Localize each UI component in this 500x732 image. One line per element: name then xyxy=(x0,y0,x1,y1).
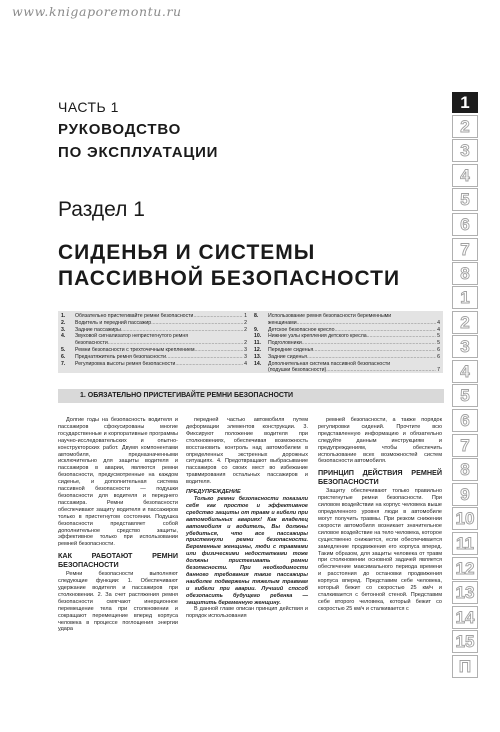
chapter-tab[interactable]: П xyxy=(452,655,478,678)
toc-item xyxy=(61,361,247,368)
toc-item-text: Задние пассажиры xyxy=(75,326,121,333)
chapter-tab[interactable]: 14 xyxy=(452,606,478,629)
section-heading: 1. ОБЯЗАТЕЛЬНО ПРИСТЕГИВАЙТЕ РЕМНИ БЕЗОПАСНОСТИ xyxy=(80,392,294,399)
toc-leader-dots xyxy=(166,354,243,361)
toc-item-number: 8. xyxy=(254,313,259,319)
toc-item xyxy=(254,320,440,327)
toc-item-text: женщинами xyxy=(268,319,297,326)
warning-text: Только ремни безопасности показали себя как простое и эффективное средство защиты от травм и гибели при автомобильных авариях! Как владелец автомобиля и водитель, Вы должны убедиться, что все пассажиры пристегнули ремни безопасности. Беременные женщины, люди с травмами или физическими недостатками тоже должны пристегивать ремни безопасности. При необходимости данного требования такие пассажиры наиболее подвержены тяжелым травмам и гибели при аварии. Лучший способ обезопасить будущего ребенка — защитить беременную женщину. xyxy=(186,495,308,606)
chapter-tab[interactable]: 13 xyxy=(452,581,478,604)
section-label: Раздел 1 xyxy=(58,198,145,221)
part-title-line: ПО ЭКСПЛУАТАЦИИ xyxy=(58,144,219,161)
toc-item-text: Использование ремня безопасности беременными xyxy=(268,313,392,319)
watermark: www.knigaporemontu.ru xyxy=(12,4,182,19)
toc-item-number xyxy=(61,340,75,347)
toc-item-number: 3. xyxy=(61,326,66,333)
toc-right-column xyxy=(254,313,440,374)
toc-item xyxy=(254,340,440,347)
toc-item-text: Подголовники xyxy=(268,340,302,347)
chapter-tab[interactable]: 15 xyxy=(452,630,478,653)
chapter-tab[interactable]: 2 xyxy=(452,311,478,334)
toc-item xyxy=(254,327,440,334)
toc-leader-dots xyxy=(367,333,437,340)
chapter-tab[interactable]: 3 xyxy=(452,139,478,162)
toc-item xyxy=(254,354,440,361)
toc-item-page: 2 xyxy=(244,340,247,347)
toc-item-text: Детское безопасное кресло xyxy=(268,326,335,333)
toc-item xyxy=(254,361,440,368)
toc-item-page: 4 xyxy=(244,360,247,367)
section-title-line: ПАССИВНОЙ БЕЗОПАСНОСТИ xyxy=(58,267,401,290)
chapter-tab[interactable]: 10 xyxy=(452,507,478,530)
chapter-tab[interactable]: 5 xyxy=(452,384,478,407)
toc-leader-dots xyxy=(193,313,243,320)
toc-item xyxy=(61,333,247,340)
chapter-tab[interactable]: 8 xyxy=(452,458,478,481)
toc-item-text: Преднатяжитель ремня безопасности xyxy=(75,353,167,360)
toc-leader-dots xyxy=(195,347,244,354)
toc-item xyxy=(254,333,440,340)
toc-item-page: 5 xyxy=(437,333,440,340)
toc-item xyxy=(61,354,247,361)
toc-item-text: Водитель и передний пассажир xyxy=(75,319,152,326)
toc-item-number: 11. xyxy=(254,340,261,347)
toc-left-column xyxy=(61,313,247,367)
toc-item-text: Обязательно пристегивайте ремни безопасности xyxy=(75,313,194,319)
toc-item-number xyxy=(254,367,268,374)
toc-item-page: 5 xyxy=(437,340,440,347)
paragraph: ремней безопасности, а также порядок регулировки сидений. Прочтите всю представленную информацию и обязательно следуйте данным инструкциям и предупреждениям, чтобы обеспечить использование всех возможностей систем безопасности автомобиля. xyxy=(318,417,442,465)
part-title-line: РУКОВОДСТВО xyxy=(58,121,182,138)
toc-item xyxy=(61,320,247,327)
toc-item-number: 6. xyxy=(61,353,66,360)
toc-item-text: безопасности xyxy=(75,340,108,347)
toc-item-page: 4 xyxy=(437,319,440,326)
toc-item-number: 12. xyxy=(254,346,262,353)
toc-item-text: Звуковой сигнализатор непристегнутого ремня xyxy=(75,333,189,340)
chapter-tabs-bottom xyxy=(452,286,478,680)
table-of-contents xyxy=(58,311,443,373)
toc-item-text: Передние сиденья xyxy=(268,346,314,353)
toc-item-page: 3 xyxy=(244,346,247,353)
chapter-tab[interactable]: 9 xyxy=(452,483,478,506)
chapter-tab[interactable]: 5 xyxy=(452,188,478,211)
paragraph: Ремни безопасности выполняют следующие функции: 1. Обеспечивают удержание водителя и пассажиров при столкновении. 2. За счет растяжения ремня безопасности смягчают инерционное перемещение тела при столкновении и сокращают перемещение вперед корпуса человека в процессе поглощения энергии удара xyxy=(58,571,178,633)
toc-item-page: 6 xyxy=(437,346,440,353)
paragraph: В данной главе описан принцип действия и порядок использования xyxy=(186,606,308,620)
chapter-tab[interactable]: 11 xyxy=(452,532,478,555)
chapter-tab[interactable]: 7 xyxy=(452,434,478,457)
toc-item-page: 1 xyxy=(244,313,247,319)
paragraph: передней частью автомобиля путем деформации элементов конструкции. 3. Фиксируют положение водителя при столкновениях, обеспечивая возможность восстановить контроль над автомобилем в определенных экстренных дорожных ситуациях. 4. Предотвращают выбрасывание пассажиров со своих мест во избежание травмирования остальных пассажиров и водителя. xyxy=(186,417,308,486)
toc-leader-dots xyxy=(121,327,243,334)
toc-item-number: 14. xyxy=(254,360,262,367)
toc-item-number: 10. xyxy=(254,333,262,340)
section-heading-bar xyxy=(58,389,444,403)
chapter-tab[interactable]: 3 xyxy=(452,335,478,358)
toc-item-page: 6 xyxy=(437,353,440,360)
chapter-tab[interactable]: 6 xyxy=(452,409,478,432)
toc-item xyxy=(254,313,440,320)
section-title-line: СИДЕНЬЯ И СИСТЕМЫ xyxy=(58,241,316,264)
toc-item xyxy=(61,340,247,347)
toc-leader-dots xyxy=(335,327,437,334)
paragraph: Долгие годы на безопасность водителя и пассажиров сфокусированы многие государственные и корпоративные программы научно-исследовательских и опытно-конструкторских работ. Двумя компонентами автомобиля, предназначенными исключительно для защиты водителя и пассажиров в аварии, являются ремни безопасности, предусмотренные на каждом сиденье, и дополнительная система пассивной безопасности — подушки безопасности для водителя и переднего пассажира. Ремни безопасности обеспечивают защиту водителя и пассажиров только в пристегнутом состоянии. Подушка безопасности представляет собой дополнительное средство защиты, эффективное только при использовании ремней безопасности. xyxy=(58,417,178,548)
text-column-2 xyxy=(186,417,308,620)
subheading: ПРИНЦИП ДЕЙСТВИЯ РЕМНЕЙ БЕЗОПАСНОСТИ xyxy=(318,468,442,486)
chapter-tab[interactable]: 2 xyxy=(452,115,478,138)
text-column-3 xyxy=(318,417,442,613)
toc-leader-dots xyxy=(313,347,436,354)
toc-item-page: 3 xyxy=(244,353,247,360)
toc-item-number: 1. xyxy=(61,313,66,319)
chapter-tab[interactable]: 4 xyxy=(452,164,478,187)
toc-item-text: Ремни безопасности с трехточечным креплением xyxy=(75,346,195,353)
chapter-tab[interactable]: 6 xyxy=(452,213,478,236)
toc-item-page: 4 xyxy=(437,326,440,333)
toc-item-number: 5. xyxy=(61,346,66,353)
toc-leader-dots xyxy=(175,361,243,368)
paragraph: Защиту обеспечивают только правильно пристегнутые ремни безопасности. При силовом воздействии на корпус человека выше определенного уровня люди в автомобиле могут получить травмы. При резком снижении скорости автомобиля возникает значительное силовое воздействие на тело человека, которое существенно снижается, если обеспечивается замедление продвижения его корпуса вперед. Таким образом, для защиты человека от травм при столкновении основной задачей является обеспечение максимального периода времени и расстояния до остановки продвижения корпуса вперед. Представим себе человека, который бежит со скоростью 25 км/ч и сталкивается с бетонной стеной. Представим себе второго человека, который бежит со скоростью 25 км/ч и сталкивается с xyxy=(318,488,442,612)
chapter-tab[interactable]: 4 xyxy=(452,360,478,383)
section-title xyxy=(58,240,400,292)
toc-item-page: 2 xyxy=(244,326,247,333)
toc-leader-dots xyxy=(307,354,436,361)
toc-item-text: Регулировка высоты ремня безопасности xyxy=(75,360,176,367)
chapter-tab[interactable]: 1 xyxy=(452,286,478,309)
toc-item-number: 7. xyxy=(61,360,66,367)
toc-leader-dots xyxy=(151,320,243,327)
toc-item xyxy=(254,347,440,354)
toc-item xyxy=(254,367,440,374)
toc-item-number: 4. xyxy=(61,333,66,340)
toc-item-number: 2. xyxy=(61,319,66,326)
toc-leader-dots xyxy=(108,340,243,347)
chapter-tab[interactable]: 7 xyxy=(452,238,478,261)
chapter-tab[interactable]: 8 xyxy=(452,262,478,285)
toc-item-number: 9. xyxy=(254,326,259,333)
toc-item-number xyxy=(254,320,268,327)
chapter-tab[interactable]: 12 xyxy=(452,557,478,580)
toc-leader-dots xyxy=(302,340,436,347)
text-column-1 xyxy=(58,417,178,633)
toc-item-page: 7 xyxy=(437,367,440,374)
toc-item-page: 2 xyxy=(244,319,247,326)
toc-item xyxy=(61,327,247,334)
toc-item-text: Нижние узлы крепления детского кресла xyxy=(268,333,367,340)
part-label: ЧАСТЬ 1 xyxy=(58,99,119,115)
toc-item-number: 13. xyxy=(254,353,262,360)
toc-item xyxy=(61,313,247,320)
toc-item-text: Дополнительная система пассивной безопасности xyxy=(268,360,391,367)
chapter-tab[interactable]: 1 xyxy=(452,92,478,113)
toc-item-text: Задние сиденья xyxy=(268,353,307,360)
toc-leader-dots xyxy=(297,320,437,327)
toc-item xyxy=(61,347,247,354)
toc-item-text: (подушки безопасности) xyxy=(268,367,327,374)
toc-leader-dots xyxy=(326,367,436,374)
part-title xyxy=(58,118,218,164)
subheading: КАК РАБОТАЮТ РЕМНИ БЕЗОПАСНОСТИ xyxy=(58,551,178,569)
chapter-tabs-top xyxy=(452,92,478,287)
warning-title: ПРЕДУПРЕЖДЕНИЕ xyxy=(186,489,241,496)
